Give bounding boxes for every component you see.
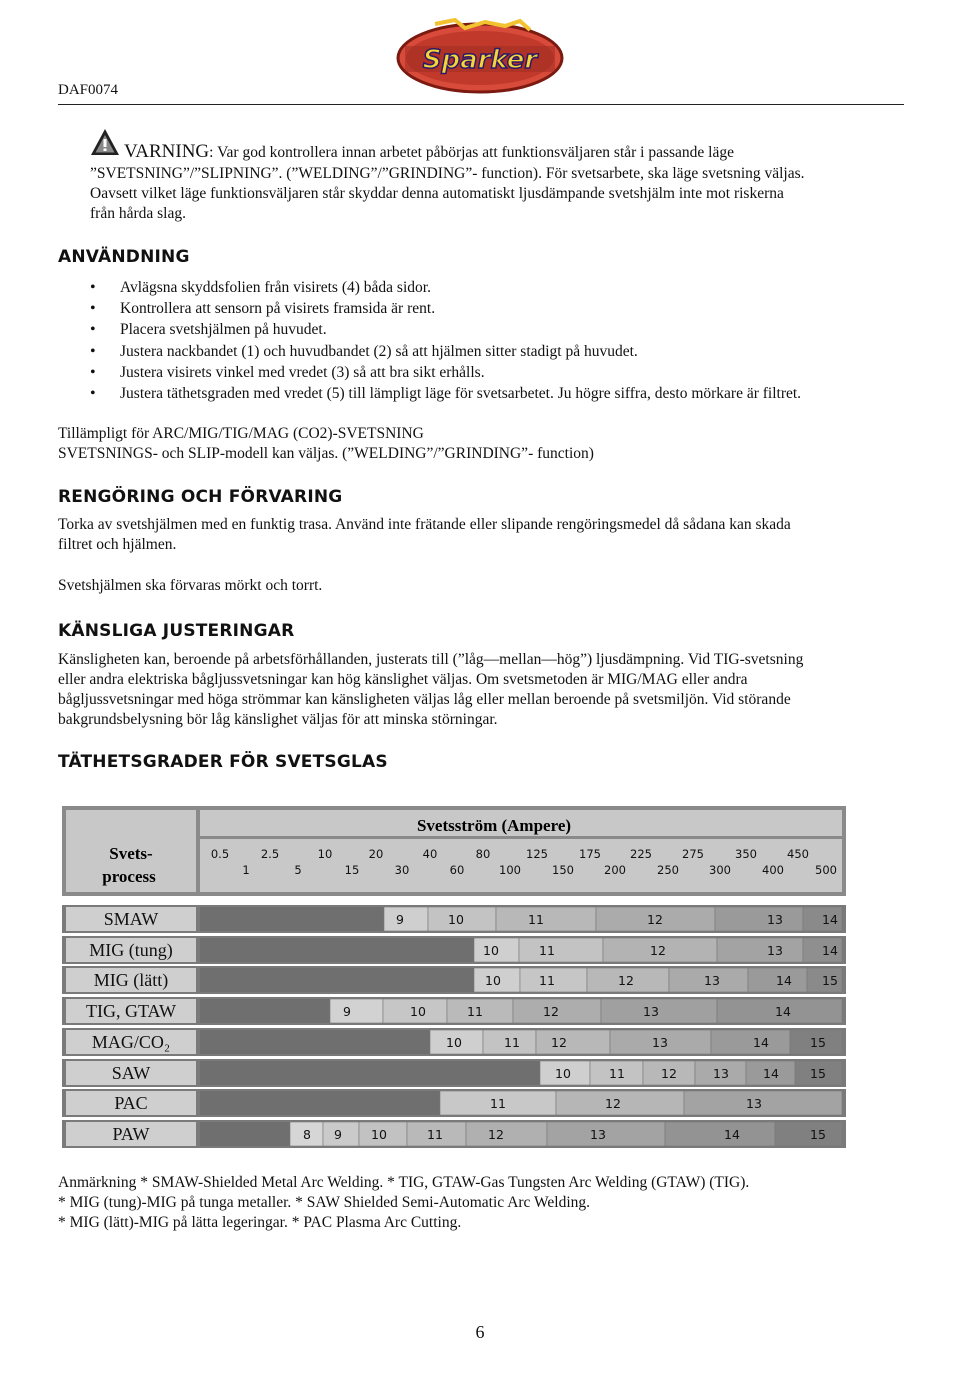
sensitivity-line-4: bakgrundsbelysning bör låg känslighet väljas för att minska störningar. bbox=[58, 711, 498, 728]
note-line-2: * MIG (tung)-MIG på tunga metaller. * SAW Shielded Semi-Automatic Arc Welding. bbox=[58, 1194, 591, 1211]
note-line-3: * MIG (lätt)-MIG på lätta legeringar. * PAC Plasma Arc Cutting. bbox=[58, 1214, 462, 1231]
shade-number: 10 bbox=[485, 973, 501, 988]
sensitivity-heading: KÄNSLIGA JUSTERINGAR bbox=[58, 621, 295, 641]
note-line-1: Anmärkning * SMAW-Shielded Metal Arc Welding. * TIG, GTAW-Gas Tungsten Arc Welding (GTAW) (TIG). bbox=[58, 1174, 750, 1191]
not-applicable-area bbox=[200, 1091, 440, 1115]
amp-tick-label: 225 bbox=[630, 847, 652, 861]
shade-number: 11 bbox=[539, 973, 555, 988]
amp-tick-label: 250 bbox=[657, 863, 679, 877]
amp-tick-label: 20 bbox=[368, 847, 384, 861]
shade-segment bbox=[665, 1122, 775, 1146]
shade-number: 12 bbox=[650, 943, 666, 958]
shade-number: 14 bbox=[822, 912, 838, 927]
warning-label: VARNING bbox=[124, 141, 210, 162]
shade-row bbox=[62, 997, 846, 1025]
shade-number: 12 bbox=[647, 912, 663, 927]
shade-number: 12 bbox=[605, 1096, 621, 1111]
shade-number: 10 bbox=[446, 1035, 462, 1050]
shade-number: 9 bbox=[396, 912, 404, 927]
sensitivity-line-2: eller andra elektriska bågljussvetsningar kan hög känslighet väljas. Om svetsmetoden är MIG/MAG eller andra bbox=[58, 671, 748, 688]
amp-tick-label: 300 bbox=[709, 863, 731, 877]
sensitivity-line-3: bågljussvetsningar med höga strömmar kan känsligheten väljas låg eller mellan beroende på svetsmiljön. Vid störande bbox=[58, 691, 791, 708]
document-id: DAF0074 bbox=[58, 82, 119, 98]
amp-tick-label: 2.5 bbox=[260, 847, 280, 861]
shade-number: 10 bbox=[410, 1004, 426, 1019]
not-applicable-area bbox=[200, 1061, 540, 1085]
shade-number: 13 bbox=[713, 1066, 729, 1081]
usage-item: • Justera visirets vinkel med vredet (3) så att bra sikt erhålls. bbox=[58, 362, 938, 383]
shade-row bbox=[62, 966, 846, 994]
shade-number: 12 bbox=[543, 1004, 559, 1019]
shade-number: 15 bbox=[822, 973, 838, 988]
shade-number: 8 bbox=[303, 1127, 311, 1142]
current-label: Svetsström (Ampere) bbox=[416, 816, 572, 835]
warning-line-4: från hårda slag. bbox=[90, 205, 186, 222]
shade-number: 14 bbox=[724, 1127, 740, 1142]
amp-tick-label: 350 bbox=[735, 847, 757, 861]
amp-tick-label: 125 bbox=[526, 847, 548, 861]
process-name: SAW bbox=[111, 1063, 151, 1083]
amp-tick-label: 5 bbox=[294, 863, 302, 877]
shade-segment bbox=[330, 999, 383, 1023]
not-applicable-area bbox=[200, 1030, 430, 1054]
not-applicable-area bbox=[200, 938, 474, 962]
warning-line-1: VARNING: Var god kontrollera innan arbetet påbörjas att funktionsväljaren står i passande läge bbox=[124, 141, 734, 162]
amp-tick-label: 15 bbox=[344, 863, 360, 877]
amp-tick-label: 200 bbox=[604, 863, 626, 877]
usage-item: • Kontrollera att sensorn på visirets framsida är rent. bbox=[58, 298, 938, 319]
shade-segment bbox=[775, 1122, 842, 1146]
cleaning-line-2: filtret och hjälmen. bbox=[58, 536, 177, 553]
not-applicable-area bbox=[200, 907, 384, 931]
shade-number: 15 bbox=[810, 1127, 826, 1142]
shade-row bbox=[62, 1120, 846, 1148]
shade-number: 11 bbox=[539, 943, 555, 958]
not-applicable-area bbox=[200, 1122, 290, 1146]
shade-number: 11 bbox=[609, 1066, 625, 1081]
process-name: SMAW bbox=[103, 909, 159, 929]
shade-number: 11 bbox=[467, 1004, 483, 1019]
shade-segment bbox=[536, 1030, 610, 1054]
shade-number: 11 bbox=[528, 912, 544, 927]
shade-segment bbox=[519, 938, 603, 962]
sensitivity-line-1: Känsligheten kan, beroende på arbetsförhållanden, justerats till (”låg—mellan—hög”) ljusdämpning. Vid TIG-svetsning bbox=[58, 651, 804, 668]
warning-line-3: Oavsett vilket läge funktionsväljaren står skyddar denna automatiskt ljusdämpande svetshjälm inte mot riskerna bbox=[90, 185, 784, 202]
storage-line: Svetshjälmen ska förvaras mörkt och torrt. bbox=[58, 577, 323, 594]
applicable-line-1: Tillämpligt för ARC/MIG/TIG/MAG (CO2)-SVETSNING bbox=[58, 425, 424, 442]
shade-number: 13 bbox=[652, 1035, 668, 1050]
shade-number: 13 bbox=[767, 943, 783, 958]
shade-number: 11 bbox=[427, 1127, 443, 1142]
process-name: PAC bbox=[114, 1093, 148, 1113]
shade-segment bbox=[547, 1122, 665, 1146]
shade-row bbox=[62, 1028, 846, 1056]
shade-number: 15 bbox=[810, 1035, 826, 1050]
shade-number: 13 bbox=[746, 1096, 762, 1111]
shade-segment bbox=[717, 938, 803, 962]
shade-number: 12 bbox=[618, 973, 634, 988]
usage-heading: ANVÄNDNING bbox=[58, 247, 190, 267]
shade-number: 12 bbox=[488, 1127, 504, 1142]
usage-item: • Justera nackbandet (1) och huvudbandet (2) så att hjälmen sitter stadigt på huvudet. bbox=[58, 341, 938, 362]
not-applicable-area bbox=[200, 999, 330, 1023]
amp-tick-label: 40 bbox=[422, 847, 438, 861]
amp-tick-label: 100 bbox=[499, 863, 521, 877]
not-applicable-area bbox=[200, 968, 474, 992]
usage-item: • Avlägsna skyddsfolien från visirets (4) båda sidor. bbox=[58, 277, 938, 298]
shade-number: 14 bbox=[753, 1035, 769, 1050]
shade-number: 15 bbox=[810, 1066, 826, 1081]
shade-segment bbox=[601, 999, 717, 1023]
shade-row bbox=[62, 905, 846, 933]
amp-tick-label: 30 bbox=[394, 863, 410, 877]
amp-tick-label: 10 bbox=[317, 847, 333, 861]
shade-row bbox=[62, 1059, 846, 1087]
amp-tick-label: 0.5 bbox=[210, 847, 230, 861]
amp-tick-label: 450 bbox=[787, 847, 809, 861]
cleaning-heading: RENGÖRING OCH FÖRVARING bbox=[58, 487, 343, 507]
amp-tick-label: 1 bbox=[242, 863, 250, 877]
usage-item: • Justera täthetsgraden med vredet (5) till lämpligt läge för svetsarbetet. Ju högre siffra, desto mörkare är filtret. bbox=[58, 383, 938, 404]
shade-segment bbox=[384, 907, 428, 931]
process-label-1: Svets- bbox=[109, 844, 153, 863]
warning-line-2: ”SVETSNING”/”SLIPNING”. (”WELDING”/”GRINDING”- function). För svetsarbete, ska läge svetsning väljas. bbox=[90, 165, 805, 182]
shade-number: 14 bbox=[776, 973, 792, 988]
amp-tick-label: 60 bbox=[449, 863, 465, 877]
process-name: MIG (tung) bbox=[89, 940, 173, 960]
shade-number: 13 bbox=[704, 973, 720, 988]
cleaning-line-1: Torka av svetshjälmen med en funktig trasa. Använd inte frätande eller slipande rengöringsmedel då sådana kan skada bbox=[58, 516, 791, 533]
shade-segment bbox=[466, 1122, 547, 1146]
svg-text:Sparker: Sparker bbox=[422, 45, 538, 75]
shade-number: 10 bbox=[371, 1127, 387, 1142]
shade-row bbox=[62, 1089, 846, 1117]
shade-number: 13 bbox=[767, 912, 783, 927]
usage-item: • Placera svetshjälmen på huvudet. bbox=[58, 319, 938, 340]
amp-tick-label: 500 bbox=[815, 863, 837, 877]
shade-number: 13 bbox=[590, 1127, 606, 1142]
applicable-line-2: SVETSNINGS- och SLIP-modell kan väljas. (”WELDING”/”GRINDING”- function) bbox=[58, 445, 594, 462]
process-name: PAW bbox=[112, 1124, 150, 1144]
shade-number: 14 bbox=[775, 1004, 791, 1019]
shade-number: 10 bbox=[555, 1066, 571, 1081]
shade-number: 12 bbox=[661, 1066, 677, 1081]
shade-number: 9 bbox=[343, 1004, 351, 1019]
amp-tick-label: 80 bbox=[475, 847, 491, 861]
shade-segment bbox=[711, 1030, 790, 1054]
shade-number: 12 bbox=[551, 1035, 567, 1050]
shade-heading: TÄTHETSGRADER FÖR SVETSGLAS bbox=[58, 752, 388, 772]
shade-row bbox=[62, 936, 846, 964]
process-name: MAG/CO₂ bbox=[91, 1032, 171, 1052]
amp-tick-label: 400 bbox=[762, 863, 784, 877]
shade-number: 13 bbox=[643, 1004, 659, 1019]
amp-tick-label: 275 bbox=[682, 847, 704, 861]
shade-number: 10 bbox=[448, 912, 464, 927]
amp-tick-label: 175 bbox=[579, 847, 601, 861]
process-name: MIG (lätt) bbox=[93, 970, 169, 990]
shade-segment bbox=[715, 907, 803, 931]
shade-number: 10 bbox=[483, 943, 499, 958]
shade-segment bbox=[684, 1091, 842, 1115]
shade-number: 11 bbox=[490, 1096, 506, 1111]
shade-number: 14 bbox=[763, 1066, 779, 1081]
process-name: TIG, GTAW bbox=[85, 1001, 177, 1021]
shade-number: 9 bbox=[334, 1127, 342, 1142]
process-label-2: process bbox=[102, 867, 156, 886]
page-number: 6 bbox=[475, 1322, 485, 1342]
shade-segment bbox=[496, 907, 596, 931]
amp-tick-label: 150 bbox=[552, 863, 574, 877]
shade-rows bbox=[62, 905, 846, 1148]
shade-number: 14 bbox=[822, 943, 838, 958]
shade-number: 11 bbox=[504, 1035, 520, 1050]
